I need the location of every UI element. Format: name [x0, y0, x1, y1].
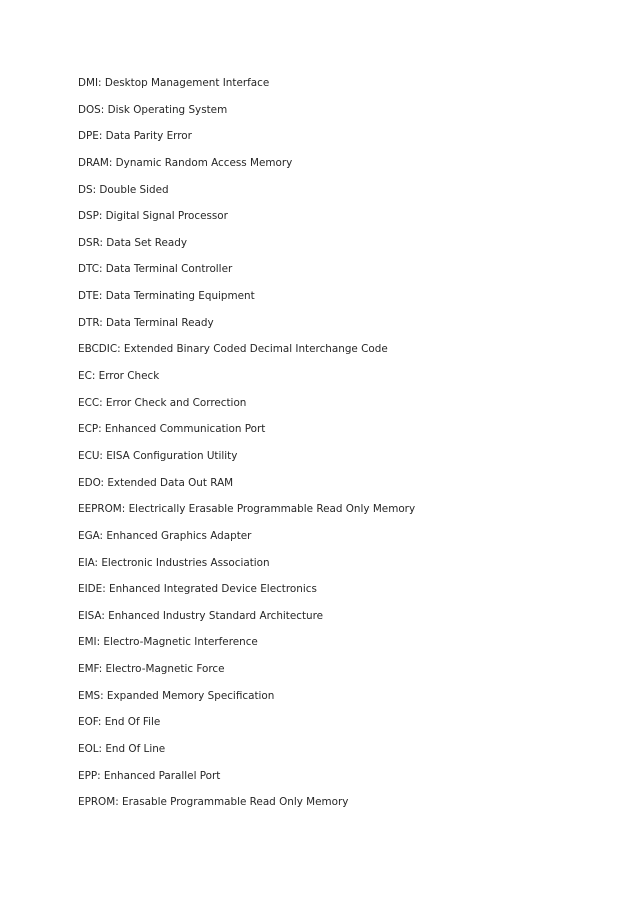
- glossary-entry-dtr: DTR: Data Terminal Ready: [78, 316, 214, 329]
- glossary-entry-eprom: EPROM: Erasable Programmable Read Only Memory: [78, 796, 349, 809]
- glossary-entry-eisa: EISA: Enhanced Industry Standard Architecture: [78, 609, 324, 622]
- glossary-entry-dpe: DPE: Data Parity Error: [78, 130, 192, 143]
- glossary-entry-ec: EC: Error Check: [78, 370, 160, 383]
- glossary-entry-emi: EMI: Electro-Magnetic Interference: [78, 636, 258, 649]
- glossary-entry-ecu: ECU: EISA Configuration Utility: [78, 449, 238, 462]
- glossary-entry-ecp: ECP: Enhanced Communication Port: [78, 423, 266, 436]
- glossary-entry-eeprom: EEPROM: Electrically Erasable Programmable Read Only Memory: [78, 503, 416, 516]
- glossary-entry-ds: DS: Double Sided: [78, 183, 169, 196]
- glossary-list: [78, 76, 415, 822]
- glossary-entry-dram: DRAM: Dynamic Random Access Memory: [78, 156, 293, 169]
- glossary-entry-dos: DOS: Disk Operating System: [78, 103, 228, 116]
- glossary-entry-dtc: DTC: Data Terminal Controller: [78, 263, 233, 276]
- glossary-entry-ecc: ECC: Error Check and Correction: [78, 396, 247, 409]
- glossary-entry-ebcdic: EBCDIC: Extended Binary Coded Decimal Interchange Code: [78, 343, 388, 356]
- glossary-entry-edo: EDO: Extended Data Out RAM: [78, 476, 234, 489]
- glossary-entry-eide: EIDE: Enhanced Integrated Device Electronics: [78, 583, 317, 596]
- glossary-entry-dsr: DSR: Data Set Ready: [78, 236, 188, 249]
- glossary-entry-epp: EPP: Enhanced Parallel Port: [78, 769, 221, 782]
- glossary-entry-eof: EOF: End Of File: [78, 716, 161, 729]
- glossary-entry-dte: DTE: Data Terminating Equipment: [78, 290, 255, 303]
- glossary-entry-dsp: DSP: Digital Signal Processor: [78, 210, 228, 223]
- glossary-entry-ega: EGA: Enhanced Graphics Adapter: [78, 529, 252, 542]
- glossary-entry-eol: EOL: End Of Line: [78, 743, 166, 756]
- glossary-entry-eia: EIA: Electronic Industries Association: [78, 556, 270, 569]
- glossary-entry-emf: EMF: Electro-Magnetic Force: [78, 663, 225, 676]
- glossary-entry-ems: EMS: Expanded Memory Specification: [78, 689, 275, 702]
- glossary-entry-dmi: DMI: Desktop Management Interface: [78, 77, 270, 89]
